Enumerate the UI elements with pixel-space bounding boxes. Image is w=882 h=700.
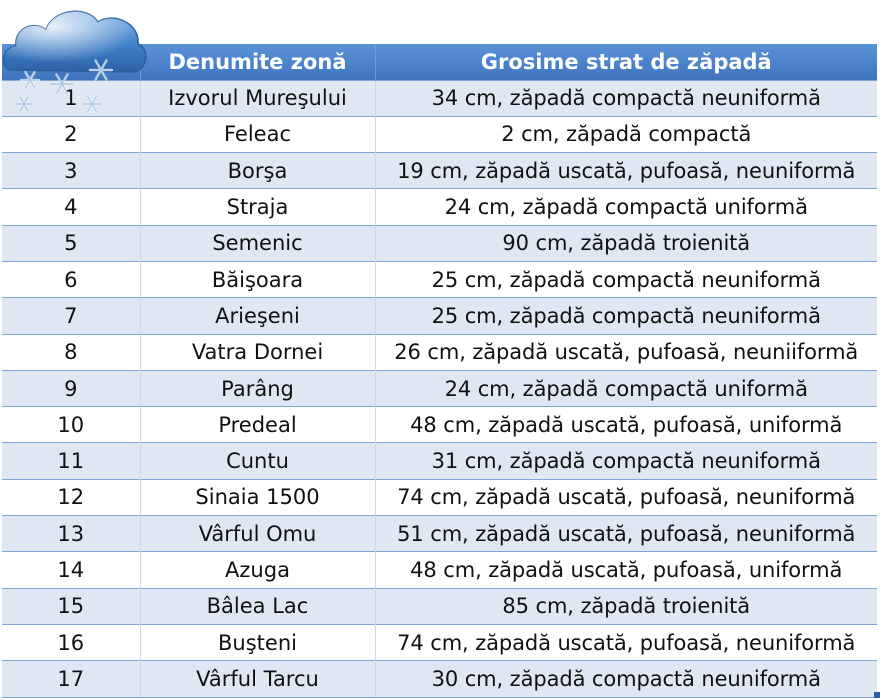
row-index-cell: 15 (2, 588, 140, 624)
resize-corner-icon (874, 692, 880, 698)
snow-depth-cell: 25 cm, zăpadă compactă neuniformă (375, 261, 877, 297)
row-index-cell: 3 (2, 153, 140, 189)
table-row (2, 661, 877, 697)
table-row (2, 261, 877, 297)
zone-name-cell: Parâng (140, 370, 375, 406)
zone-name-cell: Bâlea Lac (140, 588, 375, 624)
zone-name-cell: Vatra Dornei (140, 334, 375, 370)
header-snow-depth: Grosime strat de zăpadă (375, 44, 877, 80)
table-row (2, 334, 877, 370)
zone-name-cell: Arieşeni (140, 298, 375, 334)
row-index-cell: 14 (2, 552, 140, 588)
table-row (2, 298, 877, 334)
zone-name-cell: Azuga (140, 552, 375, 588)
snow-depth-cell: 2 cm, zăpadă compactă (375, 116, 877, 152)
table-row (2, 552, 877, 588)
snow-depth-cell: 48 cm, zăpadă uscată, pufoasă, uniformă (375, 407, 877, 443)
table-row (2, 624, 877, 660)
table-body (2, 80, 877, 697)
zone-name-cell: Vârful Omu (140, 516, 375, 552)
snow-depth-cell: 48 cm, zăpadă uscată, pufoasă, uniformă (375, 552, 877, 588)
table-row (2, 479, 877, 515)
zone-name-cell: Băişoara (140, 261, 375, 297)
table-row (2, 443, 877, 479)
zone-name-cell: Cuntu (140, 443, 375, 479)
zone-name-cell: Predeal (140, 407, 375, 443)
zone-name-cell: Semenic (140, 225, 375, 261)
row-index-cell: 7 (2, 298, 140, 334)
header-zone-name: Denumite zonă (140, 44, 375, 80)
row-index-cell: 16 (2, 624, 140, 660)
snow-depth-cell: 74 cm, zăpadă uscată, pufoasă, neuniformă (375, 624, 877, 660)
row-index-cell: 12 (2, 479, 140, 515)
zone-name-cell: Vârful Tarcu (140, 661, 375, 697)
row-index-cell: 1 (2, 80, 140, 116)
row-index-cell: 5 (2, 225, 140, 261)
snow-depth-cell: 25 cm, zăpadă compactă neuniformă (375, 298, 877, 334)
header-index (2, 44, 140, 80)
row-index-cell: 6 (2, 261, 140, 297)
snow-depth-cell: 51 cm, zăpadă uscată, pufoasă, neuniformă (375, 516, 877, 552)
table-row (2, 516, 877, 552)
snow-depth-cell: 85 cm, zăpadă troienită (375, 588, 877, 624)
table-header (2, 44, 877, 80)
table-row (2, 407, 877, 443)
row-index-cell: 4 (2, 189, 140, 225)
row-index-cell: 10 (2, 407, 140, 443)
table-row (2, 189, 877, 225)
row-index-cell: 13 (2, 516, 140, 552)
table-row (2, 153, 877, 189)
snow-depth-cell: 74 cm, zăpadă uscată, pufoasă, neuniformă (375, 479, 877, 515)
snow-depth-cell: 24 cm, zăpadă compactă uniformă (375, 370, 877, 406)
snow-depth-table (2, 44, 877, 698)
zone-name-cell: Sinaia 1500 (140, 479, 375, 515)
snow-depth-cell: 26 cm, zăpadă uscată, pufoasă, neuniiformă (375, 334, 877, 370)
zone-name-cell: Izvorul Mureşului (140, 80, 375, 116)
zone-name-cell: Borşa (140, 153, 375, 189)
row-index-cell: 9 (2, 370, 140, 406)
snow-depth-cell: 90 cm, zăpadă troienită (375, 225, 877, 261)
snow-depth-cell: 31 cm, zăpadă compactă neuniformă (375, 443, 877, 479)
zone-name-cell: Feleac (140, 116, 375, 152)
snow-depth-cell: 30 cm, zăpadă compactă neuniformă (375, 661, 877, 697)
snow-depth-cell: 34 cm, zăpadă compactă neuniformă (375, 80, 877, 116)
row-index-cell: 17 (2, 661, 140, 697)
header-row (2, 44, 877, 80)
table-row (2, 116, 877, 152)
row-index-cell: 8 (2, 334, 140, 370)
table-row (2, 370, 877, 406)
zone-name-cell: Buşteni (140, 624, 375, 660)
table-row (2, 588, 877, 624)
snow-depth-cell: 19 cm, zăpadă uscată, pufoasă, neuniformă (375, 153, 877, 189)
table-row (2, 225, 877, 261)
zone-name-cell: Straja (140, 189, 375, 225)
table-row (2, 80, 877, 116)
row-index-cell: 2 (2, 116, 140, 152)
row-index-cell: 11 (2, 443, 140, 479)
snow-depth-cell: 24 cm, zăpadă compactă uniformă (375, 189, 877, 225)
